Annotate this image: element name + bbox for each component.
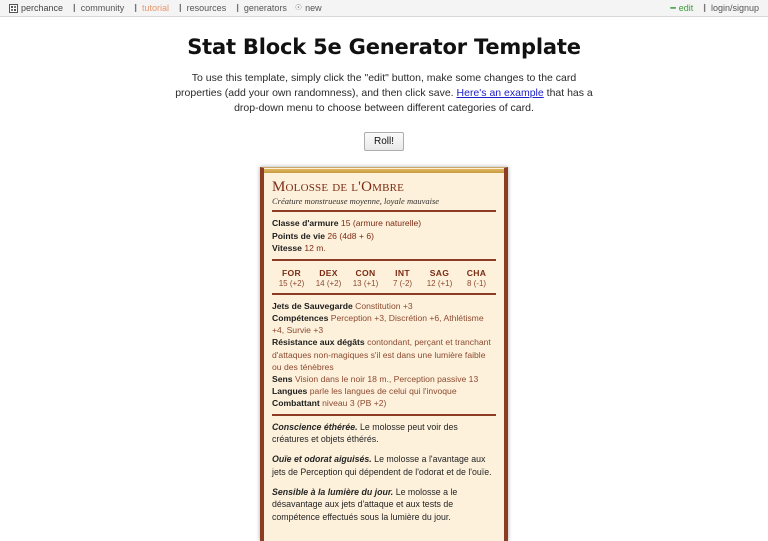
- ability-name: DEX: [319, 267, 338, 278]
- divider-top: [272, 210, 496, 212]
- nav-item-resources[interactable]: [173, 3, 230, 13]
- stat-block-card: [260, 167, 508, 541]
- feature-text: Le molosse a le désavantage aux jets d'attaque et aux tests de compétence effectués sous la lumière du jour.: [272, 486, 458, 523]
- nav-label-new: new: [305, 3, 322, 13]
- trait-label: Résistance aux dégâts: [272, 337, 365, 348]
- trait-value: Vision dans le noir 18 m., Perception passive 13: [294, 373, 479, 384]
- ability-value: 12 (+1): [426, 278, 453, 288]
- nav-label-edit: edit: [678, 3, 694, 13]
- ability-value: 13 (+1): [352, 278, 379, 288]
- trait-label: Compétences: [272, 312, 329, 323]
- ability-value: 8 (-1): [466, 278, 487, 288]
- ability-name: INT: [395, 267, 410, 278]
- nav-label-login-signup: login/signup: [710, 3, 759, 13]
- ability-column-con: [347, 268, 384, 288]
- trait-value: contondant, perçant et tranchant d'attaques non-magiques s'il est dans une lumière faible ou des ténèbres: [272, 337, 491, 372]
- trait-value: niveau 3 (PB +2): [322, 398, 387, 409]
- monster-name: Molosse de l'Ombre: [272, 178, 405, 195]
- person-icon: ❙: [701, 3, 708, 12]
- nav-label-tutorial: tutorial: [141, 3, 169, 13]
- card-inner: [264, 173, 504, 541]
- nav-item-edit[interactable]: [666, 3, 697, 14]
- feature-title: Sensible à la lumière du jour.: [272, 486, 394, 497]
- ability-value: 15 (+2): [278, 278, 305, 288]
- globe-icon: ☉: [294, 3, 303, 12]
- feature-sunlight-sensitivity: [272, 486, 496, 524]
- nav-item-perchance[interactable]: [5, 3, 67, 13]
- feature-ethereal-awareness: [272, 421, 496, 447]
- nav-label-generators: generators: [243, 3, 287, 13]
- attribute-armor-class: [272, 217, 496, 229]
- trait-value: Perception +3, Discrétion +6, Athlétisme +4, Survie +3: [272, 312, 484, 336]
- attributes-group: [272, 217, 496, 254]
- feature-text: Le molosse peut voir des créatures et objets éthérés.: [272, 421, 458, 445]
- intro-text-part2: that has a drop-down menu to choose between different categories of card.: [234, 87, 593, 115]
- trait-label: Combattant: [272, 398, 320, 409]
- trait-value: Constitution +3: [355, 300, 413, 311]
- book-icon: ❙: [71, 3, 78, 12]
- features-group: [272, 421, 496, 524]
- ability-column-for: [273, 268, 310, 288]
- nav-item-generators[interactable]: [230, 3, 291, 13]
- nav-left-group: [5, 3, 666, 13]
- ability-scores-table: [272, 266, 496, 289]
- trait-languages: [272, 385, 496, 397]
- attribute-value: 15 (armure naturelle): [340, 218, 422, 229]
- trait-label: Langues: [272, 386, 308, 397]
- divider-above-features: [272, 414, 496, 416]
- ability-column-cha: [458, 268, 495, 288]
- nav-right-group: [666, 3, 763, 14]
- trait-saving-throws: [272, 300, 496, 312]
- top-navigation-bar: [0, 0, 768, 17]
- nav-label-community: community: [80, 3, 125, 13]
- divider-below-abilities: [272, 293, 496, 295]
- ability-value: 14 (+2): [315, 278, 342, 288]
- attribute-value: 12 m.: [304, 243, 326, 254]
- divider-above-abilities: [272, 259, 496, 261]
- doc-icon: ❙: [176, 3, 184, 12]
- doc-icon: ❙: [132, 3, 139, 12]
- nav-label-perchance: perchance: [21, 3, 64, 13]
- feature-keen-hearing-smell: [272, 453, 496, 479]
- stat-card-wrapper: [260, 167, 508, 541]
- ability-name: SAG: [429, 267, 450, 278]
- ability-name: FOR: [281, 267, 302, 278]
- nav-item-new[interactable]: [291, 3, 326, 13]
- roll-button-wrapper: [0, 131, 768, 151]
- nav-item-tutorial[interactable]: [128, 3, 173, 13]
- trait-value: parle les langues de celui qui l'invoque: [309, 386, 457, 397]
- attribute-hit-points: [272, 230, 496, 242]
- page-content: [0, 17, 768, 541]
- ability-column-sag: [421, 268, 458, 288]
- attribute-value: 26 (4d8 + 6): [327, 230, 374, 241]
- intro-paragraph: [174, 71, 594, 117]
- attribute-speed: [272, 242, 496, 254]
- perchance-logo-icon: [9, 4, 18, 13]
- attribute-label: Points de vie: [272, 230, 326, 241]
- page-title: Stat Block 5e Generator Template: [187, 35, 581, 59]
- attribute-label: Vitesse: [272, 243, 302, 254]
- trait-damage-resistance: [272, 336, 496, 373]
- trait-skills: [272, 312, 496, 336]
- monster-type-line: Créature monstrueuse moyenne, loyale mauvaise: [272, 196, 440, 207]
- feature-text: Le molosse a l'avantage aux jets de Perception qui dépendent de l'odorat et de l'ouïe.: [272, 454, 492, 477]
- ability-name: CON: [355, 267, 376, 278]
- ability-column-dex: [310, 268, 347, 288]
- pencil-icon: ━: [670, 2, 676, 13]
- example-link[interactable]: Here's an example: [456, 87, 544, 100]
- trait-challenge: [272, 397, 496, 409]
- feature-title: Ouïe et odorat aiguisés.: [272, 454, 372, 465]
- doc-icon: ❙: [234, 3, 241, 12]
- ability-name: CHA: [466, 267, 487, 278]
- attribute-label: Classe d'armure: [272, 218, 339, 229]
- trait-senses: [272, 373, 496, 385]
- trait-label: Jets de Sauvegarde: [272, 300, 353, 311]
- ability-column-int: [384, 268, 421, 288]
- nav-item-login-signup[interactable]: [697, 3, 763, 13]
- traits-group: [272, 300, 496, 410]
- nav-label-resources: resources: [186, 3, 227, 13]
- nav-item-community[interactable]: [67, 3, 128, 13]
- ability-value: 7 (-2): [392, 278, 413, 288]
- feature-title: Conscience éthérée.: [272, 421, 358, 432]
- trait-label: Sens: [272, 373, 293, 384]
- intro-text-part1: To use this template, simply click the "edit" button, make some changes to the card properties (add your own randomness), and then click save.: [175, 72, 577, 100]
- roll-button[interactable]: Roll!: [364, 132, 404, 151]
